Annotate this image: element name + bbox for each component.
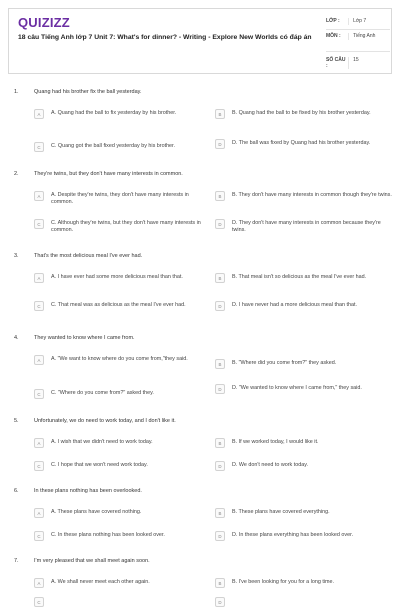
option-d[interactable] (215, 219, 393, 234)
question-text: They're twins, but they don't have many interests in common. (34, 171, 183, 177)
option-letter-box: B (215, 273, 225, 283)
option-c[interactable] (34, 531, 212, 541)
option-a[interactable] (34, 191, 212, 206)
question-text: Quang had his brother fix the ball yesterday. (34, 89, 142, 95)
option-d[interactable] (215, 531, 393, 541)
option-letter-box: C (34, 142, 44, 152)
option-b[interactable] (215, 273, 393, 283)
option-a[interactable] (34, 578, 212, 588)
question-number: 5. (14, 418, 19, 424)
option-text: D. I have never had a more delicious meal than that. (232, 301, 357, 308)
option-letter-box: C (34, 597, 44, 607)
option-text: A. These plans have covered nothing. (51, 508, 142, 515)
option-b[interactable] (215, 109, 393, 119)
option-a[interactable] (34, 109, 212, 119)
option-letter-box: D (215, 531, 225, 541)
question-number: 1. (14, 89, 19, 95)
option-d[interactable] (215, 139, 393, 149)
option-c[interactable] (34, 389, 212, 399)
option-letter-box: B (215, 191, 225, 201)
worksheet-title: 18 câu Tiếng Anh lớp 7 Unit 7: What's for dinner? - Writing - Explore New Worlds có đáp án (18, 34, 312, 41)
option-text: B. "Where did you come from?" they asked. (232, 359, 337, 366)
meta-row-count (326, 57, 390, 69)
option-letter-box: A (34, 109, 44, 119)
option-text: A. "We want to know where do you come from,"they said. (51, 355, 188, 362)
option-a[interactable] (34, 355, 212, 365)
meta-divider (326, 51, 390, 52)
option-text: B. That meal isn't so delicious as the meal I've ever had. (232, 273, 367, 280)
option-letter-box: D (215, 597, 225, 607)
meta-value: Tiếng Anh (348, 33, 390, 40)
option-text: C. Although they're twins, but they don't have many interests in common. (51, 219, 201, 233)
option-text: A. I wish that we didn't need to work today. (51, 438, 153, 445)
option-letter-box: D (215, 384, 225, 394)
option-text: A. Quang had the ball to fix yesterday by his brother. (51, 109, 177, 116)
option-text: C. I hope that we won't need work today. (51, 461, 148, 468)
option-letter-box: A (34, 508, 44, 518)
option-a[interactable] (34, 438, 212, 448)
option-b[interactable] (215, 578, 393, 588)
question-number: 2. (14, 171, 19, 177)
option-letter-box: C (34, 531, 44, 541)
option-text: C. That meal was as delicious as the meal I've ever had. (51, 301, 186, 308)
option-b[interactable] (215, 191, 393, 201)
meta-label: SỐ CÂU : (326, 57, 346, 69)
question-text: That's the most delicious meal I've ever had. (34, 253, 143, 259)
option-letter-box: A (34, 355, 44, 365)
option-letter-box: C (34, 219, 44, 229)
option-d[interactable] (215, 384, 393, 394)
option-b[interactable] (215, 359, 393, 369)
meta-label: MÔN : (326, 33, 341, 39)
option-text: D. "We wanted to know where I came from," they said. (232, 384, 362, 391)
option-text: D. The ball was fixed by Quang had his brother yesterday. (232, 139, 371, 146)
option-text: C. "Where do you come from?" asked they. (51, 389, 154, 396)
meta-value: 15 (348, 57, 390, 69)
option-letter-box: B (215, 578, 225, 588)
option-letter-box: C (34, 461, 44, 471)
question-text: Unfortunately, we do need to work today, and I don't like it. (34, 418, 176, 424)
option-letter-box: A (34, 438, 44, 448)
question-number: 7. (14, 558, 19, 564)
option-text: D. We don't need to work today. (232, 461, 309, 468)
question-number: 6. (14, 488, 19, 494)
option-letter-box: B (215, 438, 225, 448)
question-text: They wanted to know where I came from. (34, 335, 135, 341)
question-number: 4. (14, 335, 19, 341)
option-c[interactable] (34, 142, 212, 152)
option-text: A. Despite they're twins, they don't have many interests in common. (51, 191, 189, 205)
option-letter-box: B (215, 109, 225, 119)
meta-row-grade (326, 18, 390, 25)
option-c[interactable] (34, 219, 212, 234)
option-text: D. They don't have many interests in common because they're twins. (232, 219, 381, 233)
option-text: B. They don't have many interests in common though they're twins. (232, 191, 392, 198)
option-letter-box: D (215, 301, 225, 311)
option-text: B. If we worked today, I would like it. (232, 438, 319, 445)
option-letter-box: B (215, 508, 225, 518)
option-d[interactable] (215, 301, 393, 311)
question-text: In these plans nothing has been overlooked. (34, 488, 142, 494)
option-d[interactable] (215, 461, 393, 471)
option-c[interactable] (34, 597, 212, 607)
option-letter-box: D (215, 219, 225, 229)
option-letter-box: A (34, 273, 44, 283)
option-text: D. In these plans everything has been looked over. (232, 531, 354, 538)
option-text: C. Quang got the ball fixed yesterday by his brother. (51, 142, 176, 149)
option-text: C. In these plans nothing has been looked over. (51, 531, 165, 538)
option-d[interactable] (215, 597, 393, 607)
option-letter-box: B (215, 359, 225, 369)
option-b[interactable] (215, 508, 393, 518)
option-c[interactable] (34, 461, 212, 471)
option-a[interactable] (34, 273, 212, 283)
option-b[interactable] (215, 438, 393, 448)
option-text: B. These plans have covered everything. (232, 508, 330, 515)
option-letter-box: C (34, 301, 44, 311)
meta-label: LỚP : (326, 18, 340, 24)
option-text: A. We shall never meet each other again. (51, 578, 150, 585)
option-c[interactable] (34, 301, 212, 311)
option-letter-box: D (215, 461, 225, 471)
meta-value: Lớp 7 (348, 18, 390, 25)
option-a[interactable] (34, 508, 212, 518)
option-text: B. Quang had the ball to be fixed by his brother yesterday. (232, 109, 371, 116)
quizizz-logo[interactable]: QUIZIZZ (18, 15, 70, 30)
option-text: A. I have ever had some more delicious meal than that. (51, 273, 183, 280)
meta-divider (326, 29, 390, 30)
worksheet-header (8, 8, 392, 74)
question-text: I'm very pleased that we shall meet again soon. (34, 558, 150, 564)
question-number: 3. (14, 253, 19, 259)
option-letter-box: A (34, 191, 44, 201)
meta-row-subject (326, 33, 390, 40)
option-letter-box: C (34, 389, 44, 399)
option-text: B. I've been looking for you for a long time. (232, 578, 335, 585)
option-letter-box: D (215, 139, 225, 149)
option-letter-box: A (34, 578, 44, 588)
